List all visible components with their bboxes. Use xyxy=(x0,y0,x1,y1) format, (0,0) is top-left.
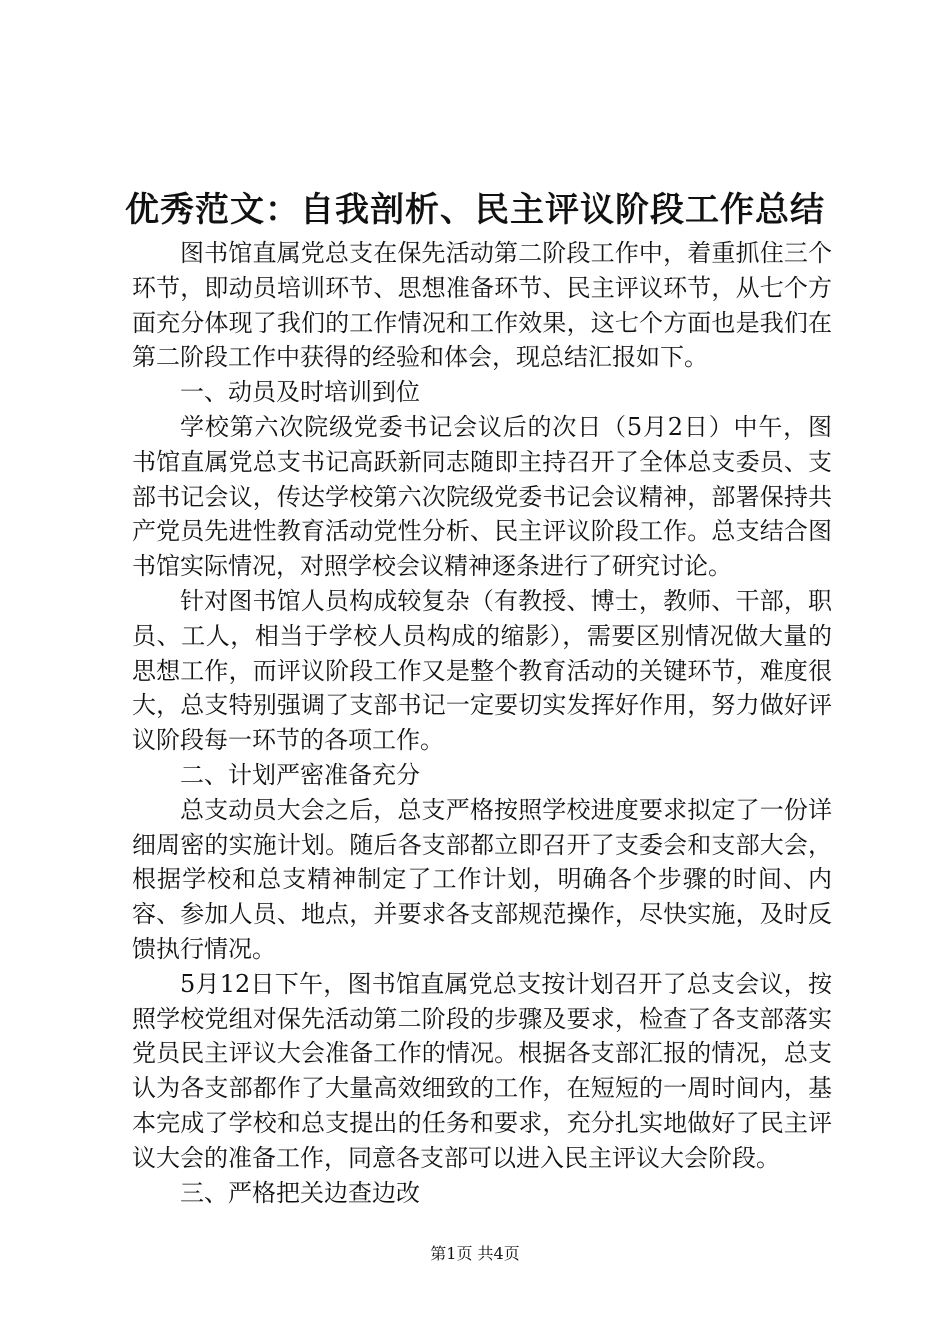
document-title: 优秀范文：自我剖析、民主评议阶段工作总结 xyxy=(125,190,825,230)
document-body xyxy=(132,236,832,1210)
paragraph-section-1-b: 针对图书馆人员构成较复杂（有教授、博士，教师、干部，职员、工人，相当于学校人员构成的缩影），需要区别情况做大量的思想工作，而评议阶段工作又是整个教育活动的关键环节，难度很大，总支特别强调了支部书记一定要切实发挥好作用，努力做好评议阶段每一环节的各项工作。 xyxy=(132,586,832,755)
paragraph-section-2-a: 总支动员大会之后，总支严格按照学校进度要求拟定了一份详细周密的实施计划。随后各支部都立即召开了支委会和支部大会，根据学校和总支精神制定了工作计划，明确各个步骤的时间、内容、参加人员、地点，并要求各支部规范操作，尽快实施，及时反馈执行情况。 xyxy=(132,795,832,963)
section-heading-1: 一、动员及时培训到位 xyxy=(180,378,420,407)
paragraph-intro: 图书馆直属党总支在保先活动第二阶段工作中，着重抓住三个环节，即动员培训环节、思想准备环节、民主评议环节，从七个方面充分体现了我们的工作情况和工作效果，这七个方面也是我们在第二阶段工作中获得的经验和体会，现总结汇报如下。 xyxy=(132,239,832,372)
paragraph-section-2-b: 5月12日下午，图书馆直属党总支按计划召开了总支会议，按照学校党组对保先活动第二阶段的步骤及要求，检查了各支部落实党员民主评议大会准备工作的情况。根据各支部汇报的情况，总支认为各支部都作了大量高效细致的工作，在短短的一周时间内，基本完成了学校和总支提出的任务和要求，充分扎实地做好了民主评议大会的准备工作，同意各支部可以进入民主评议大会阶段。 xyxy=(132,969,832,1172)
section-heading-2: 二、计划严密准备充分 xyxy=(180,760,420,789)
page-number-footer: 第1页 共4页 xyxy=(430,1244,520,1263)
section-heading-3: 三、严格把关边查边改 xyxy=(180,1178,420,1207)
paragraph-section-1-a: 学校第六次院级党委书记会议后的次日（5月2日）中午，图书馆直属党总支书记高跃新同志随即主持召开了全体总支委员、支部书记会议，传达学校第六次院级党委书记会议精神，部署保持共产党员先进性教育活动党性分析、民主评议阶段工作。总支结合图书馆实际情况，对照学校会议精神逐条进行了研究讨论。 xyxy=(132,412,832,581)
